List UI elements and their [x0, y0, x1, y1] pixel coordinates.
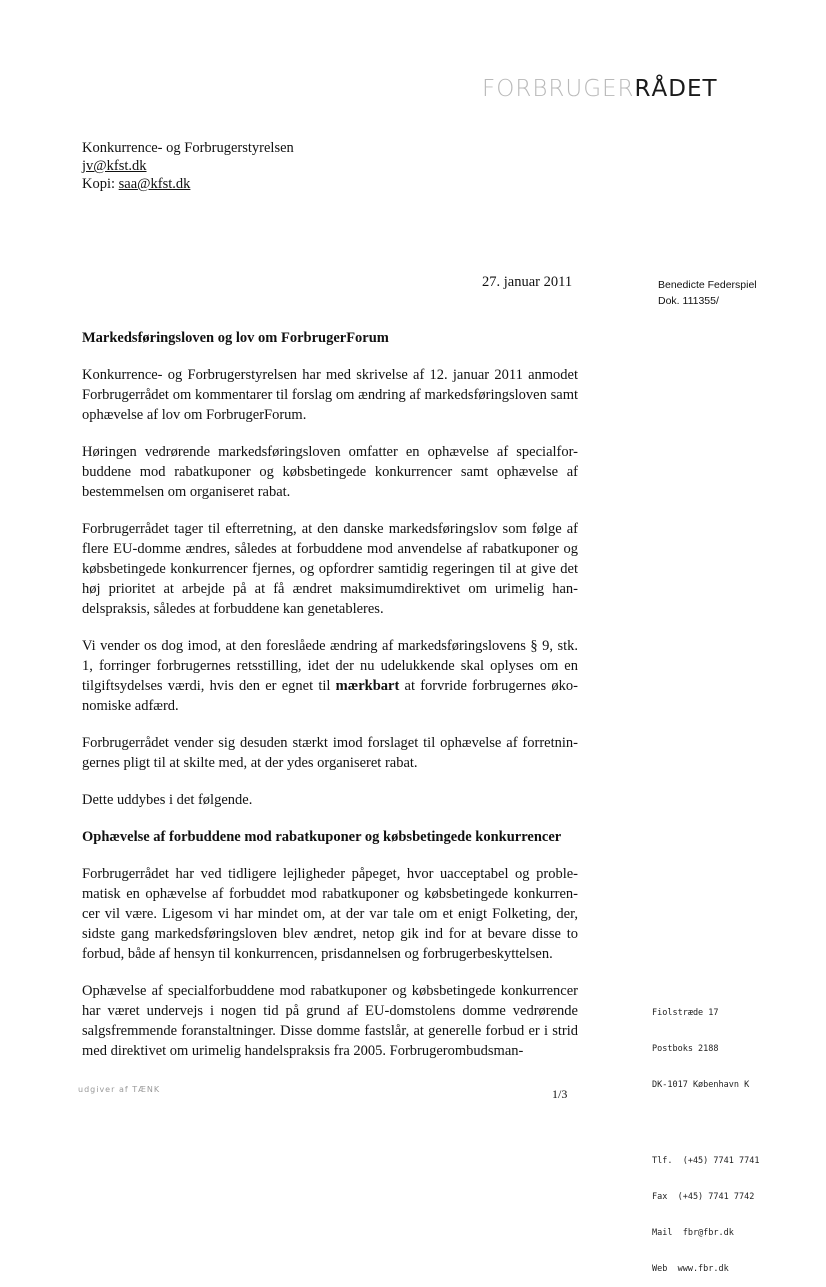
paragraph-2: Høringen vedrørende markedsføringsloven omfatter en ophævelse af specialfor-buddene mod rabatkuponer og købsbetingede konkurrencer samt ophævelse af bestemmelsen om organiseret rabat. [82, 444, 578, 500]
paragraph-8: Ophævelse af specialforbuddene mod rabatkuponer og købsbetingede konkurrencer har været undervejs i nogen tid på grund af EU-domstolens domme vedrørende salgsfremmende foranstaltninger. Disse domme fastslår, at generelle forbud er i strid med direktivet om urimelig handelspraksis fra 2005. Forbrugerombudsman- [82, 983, 578, 1059]
contact-city: DK-1017 København K [652, 1080, 750, 1090]
contact-block [652, 983, 759, 1287]
footer-publisher: udgiver af TÆNK [78, 1085, 161, 1094]
paragraph-1: Konkurrence- og Forbrugerstyrelsen har med skrivelse af 12. januar 2011 anmodet Forbrugerrådet om kommentarer til forslag om ændring af markedsføringsloven samt ophævelse af lov om ForbrugerForum. [82, 367, 578, 423]
contact-web[interactable]: Web www.fbr.dk [652, 1264, 729, 1274]
section-title: Ophævelse af forbuddene mod rabatkuponer og købsbetingede konkurrencer [82, 829, 562, 845]
paragraph-6: Dette uddybes i det følgende. [82, 792, 253, 808]
document-number: Dok. 111355/ [658, 295, 719, 307]
addressee-email-link[interactable]: jv@kfst.dk [82, 158, 147, 174]
sender-block [658, 277, 757, 309]
letter-date: 27. januar 2011 [482, 274, 573, 290]
contact-phone: Tlf. (+45) 7741 7741 [652, 1156, 760, 1166]
letter-title: Markedsføringsloven og lov om ForbrugerForum [82, 330, 389, 346]
paragraph-4-end: at forvride forbrugernes øko-nomiske adfærd. [82, 678, 579, 714]
addressee-block [82, 139, 294, 193]
paragraph-4-emphasis: mærkbart [335, 678, 400, 694]
addressee-name: Konkurrence- og Forbrugerstyrelsen [82, 140, 294, 156]
contact-mail[interactable]: Mail fbr@fbr.dk [652, 1228, 734, 1238]
contact-box: Postboks 2188 [652, 1044, 719, 1054]
letter-body [82, 328, 578, 1078]
logo-light-part: FORBRUGER [482, 76, 635, 102]
paragraph-4 [82, 636, 578, 716]
contact-street: Fiolstræde 17 [652, 1008, 719, 1018]
paragraph-3: Forbrugerrådet tager til efterretning, at den danske markedsføringslov som følge af flere EU-domme ændres, således at forbuddene mod anvendelse af rabatkuponer og købsbetingede konkurrencer fjernes, og opfordrer samtidig regeringen til at give det høj prioritet at arbejde på at få ændret maksimumdirektivet om urimelig han-delspraksis, således at forbuddene kan genetableres. [82, 521, 578, 617]
forbrugerraadet-logo [482, 76, 718, 102]
paragraph-7: Forbrugerrådet har ved tidligere lejligheder påpeget, hvor uacceptabel og proble-matisk en ophævelse af forbuddet mod rabatkuponer og købsbetingede konkurren-cer vil være. Ligesom vi har mindet om, at der var tale om et enigt Folketing, der, sidste gang markedsføringsloven blev ændret, netop gik ind for at bevare disse to forbud, både af hensyn til konkurrencen, prisdannelsen og forbrugerbeskyttelsen. [82, 866, 578, 962]
copy-label: Kopi: [82, 176, 116, 192]
logo-dark-part: RÅDET [634, 76, 718, 102]
sender-name: Benedicte Federspiel [658, 279, 757, 291]
page-number: 1/3 [552, 1087, 568, 1101]
copy-email-link[interactable]: saa@kfst.dk [118, 176, 191, 192]
paragraph-5: Forbrugerrådet vender sig desuden stærkt imod forslaget til ophævelse af forretnin-gernes pligt til at skilte med, at der ydes organiseret rabat. [82, 735, 578, 771]
paragraph-4-start: Vi vender os dog imod, at den foreslåede ændring af markedsføringslovens § 9, stk. 1, forringer forbrugernes retsstilling, idet der nu udelukkende skal oplyses om en tilgiftsydelses værdi, hvis den er egnet til [82, 638, 578, 694]
contact-spacer [652, 1115, 759, 1131]
contact-fax: Fax (+45) 7741 7742 [652, 1192, 755, 1202]
